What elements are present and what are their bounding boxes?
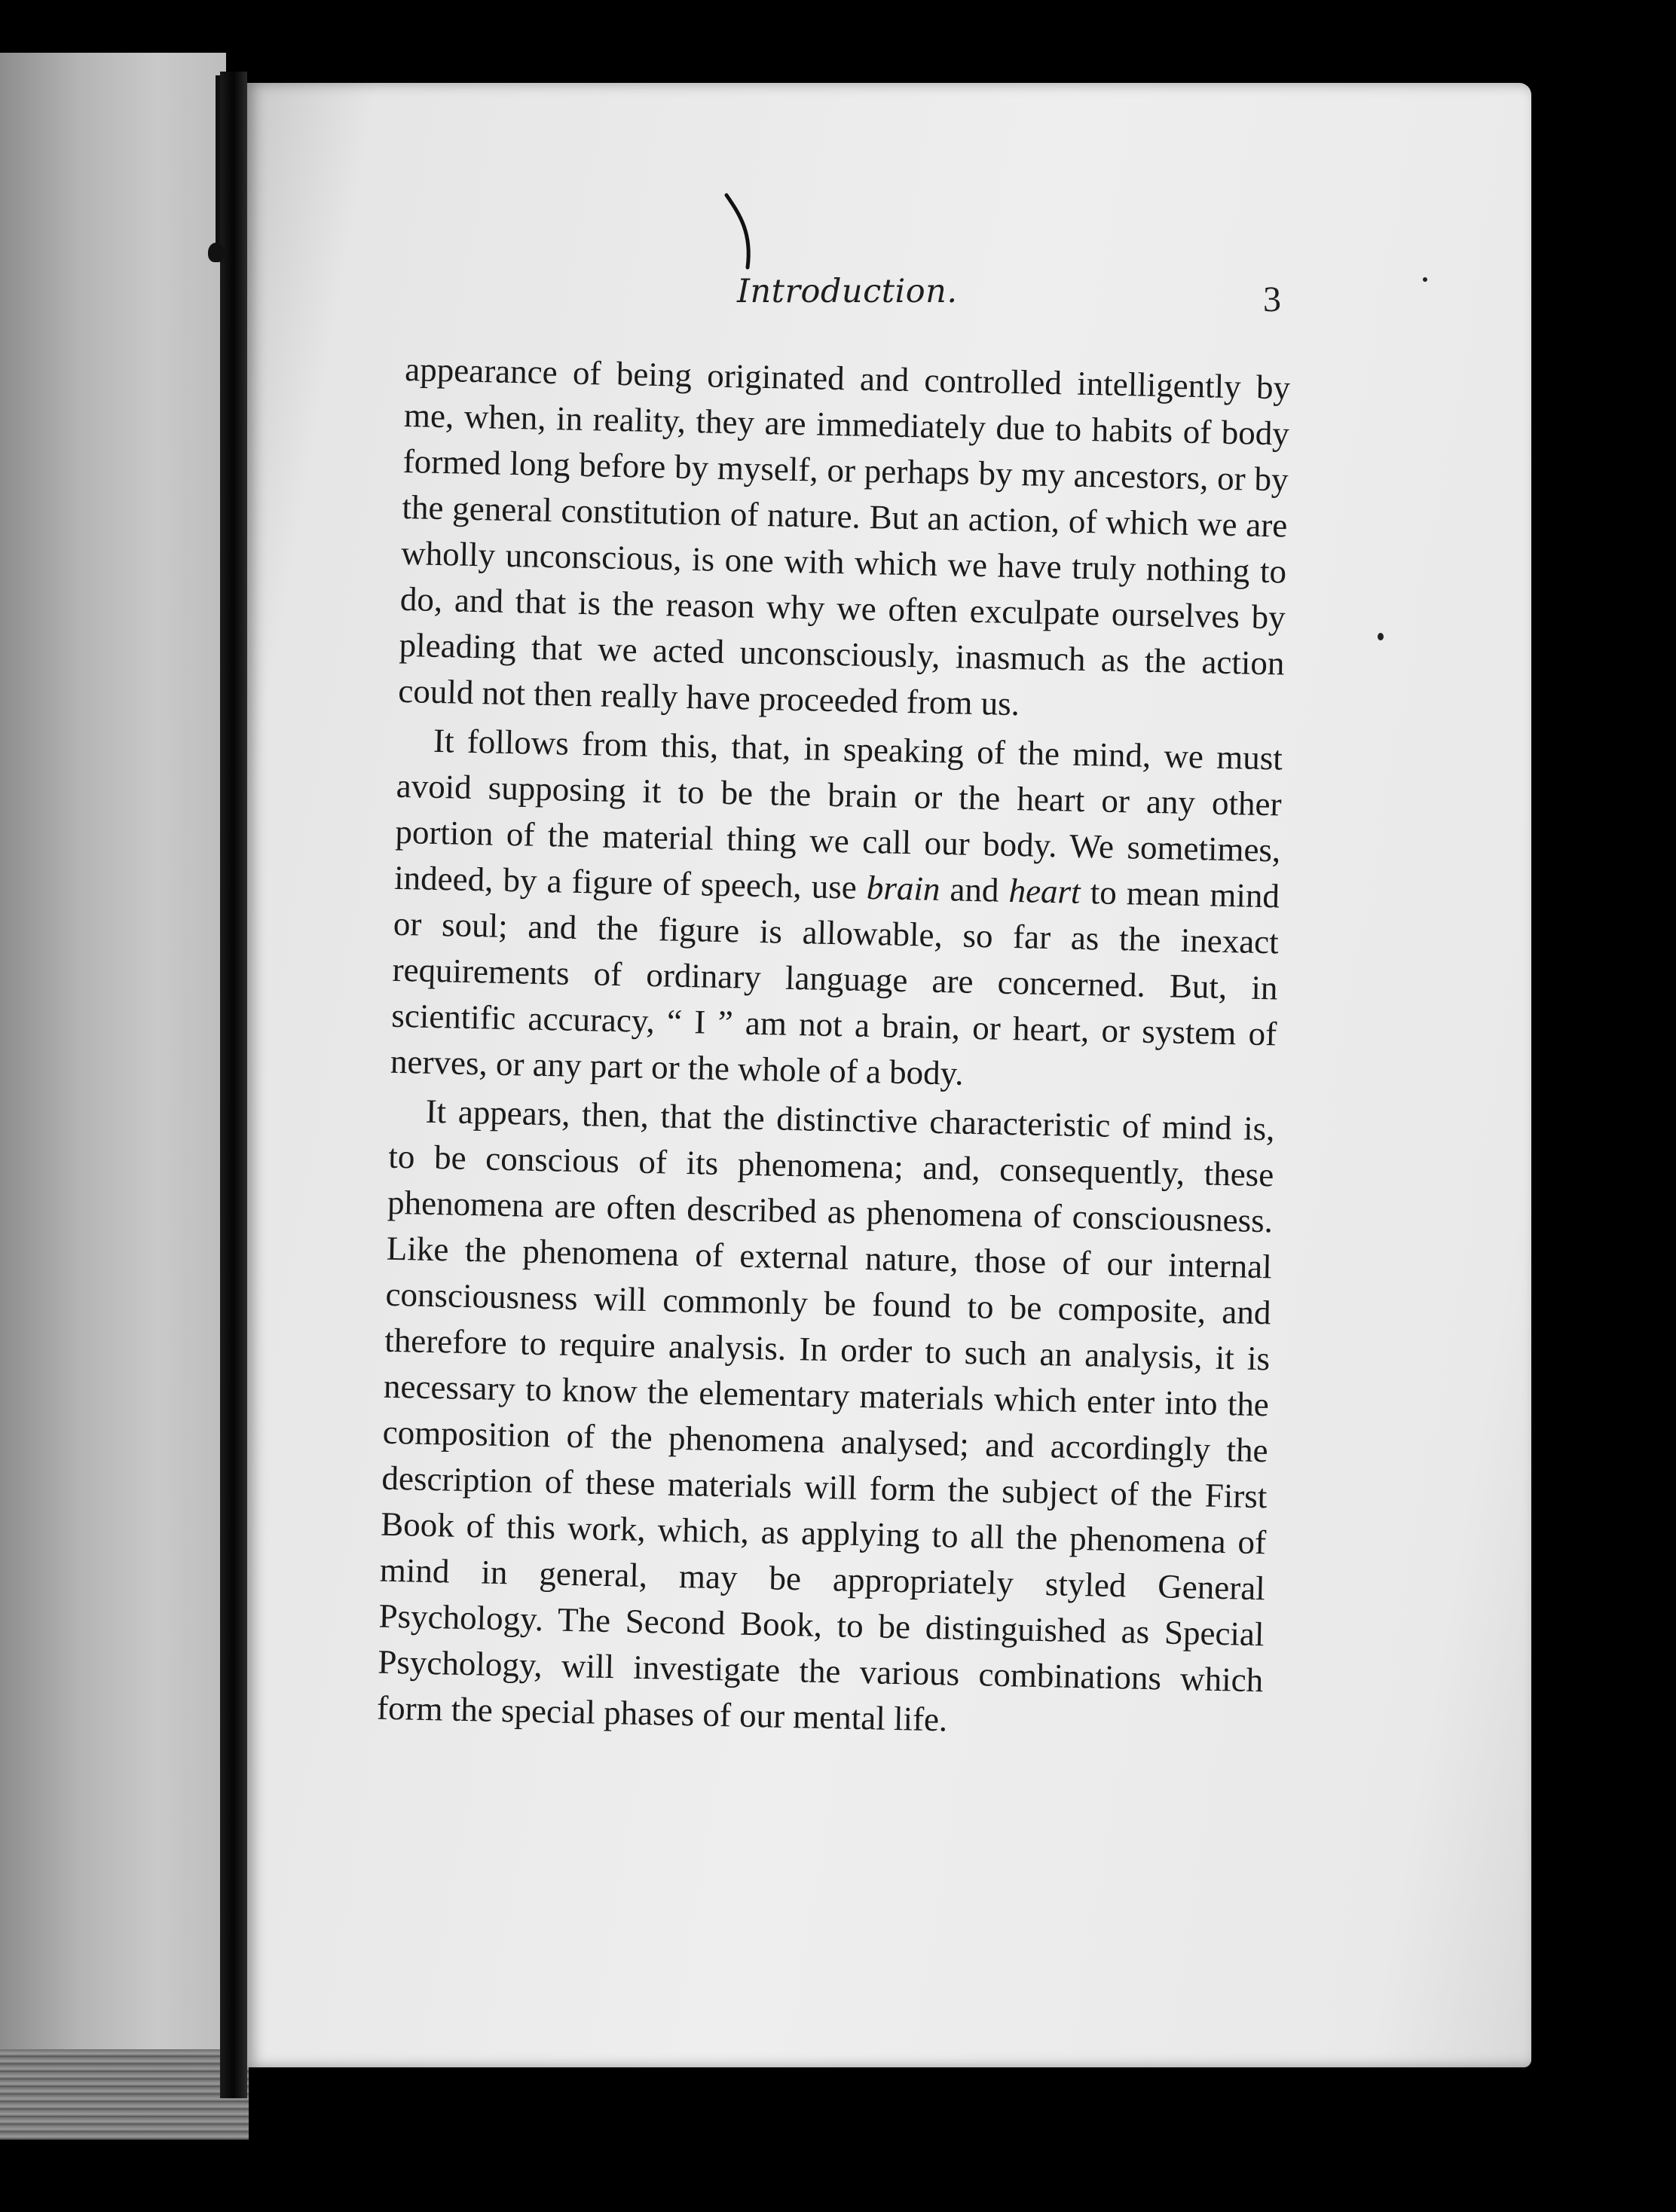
binding-thread (216, 75, 220, 249)
paragraph-2-part-3: to mean mind or soul; and the figure is allowable, so far as the inexact requirements of ordinary language are concerned. But, in scientific accuracy, “ I ” am not a brain, or heart, or system of nerves, or any part or the whole of a body. (390, 872, 1280, 1092)
book-gutter (220, 72, 247, 2098)
ink-speck (1378, 633, 1384, 640)
paragraph-3: It appears, then, that the distinctive characteristic of mind is, to be conscious of its phenomena; and, consequently, these phenomena are often described as phenomena of consciousness. Like the phenomena of external nature, those of our internal consciousness will commonly be found to be composite, and therefore to require analysis. In order to such an analysis, it is necessary to know the elementary materials which enter into the composition of the phenomena analysed; and accordingly the description of these materials will form the subject of the First Book of this work, which, as applying to all the phenomena of mind in general, may be appropriately styled General Psychology. The Second Book, to be distinguished as Special Psychology, will investigate the various combinations which form the special phases of our mental life. (376, 1092, 1276, 1739)
paragraph-1: appearance of being originated and controlled intelligently by me, when, in reality, they are immediately due to habits of body formed long before by myself, or perhaps by my ancestors, or by the general constitution of nature. But an action, of which we are wholly unconscious, is one with which we have truly nothing to do, and that is the reason why we often exculpate ourselves by pleading that we acted unconsciously, inasmuch as the action could not then really have proceeded from us. (397, 350, 1291, 723)
previous-page-edge (0, 53, 226, 2087)
page-number: 3 (1263, 280, 1281, 319)
pen-mark-icon (722, 192, 782, 275)
stacked-page-edges (0, 2049, 249, 2140)
running-head-title: Introduction. (737, 273, 958, 310)
binding-knot (208, 243, 225, 262)
ink-speck (1423, 277, 1427, 282)
book-page (247, 83, 1531, 2067)
running-head (247, 256, 1531, 319)
paragraph-2-part-2: and (939, 870, 1010, 909)
italic-word-brain: brain (866, 868, 940, 909)
paragraph-2-part-1: It follows from this, that, in speaking of the mind, we must avoid supposing it to be the brain or the heart or any other portion of the material thing we call our body. We sometimes, indeed, by a figure of speech, use (393, 721, 1283, 906)
italic-word-heart: heart (1008, 871, 1081, 911)
paragraph-2 (390, 717, 1283, 1104)
page-body (377, 347, 1291, 1749)
